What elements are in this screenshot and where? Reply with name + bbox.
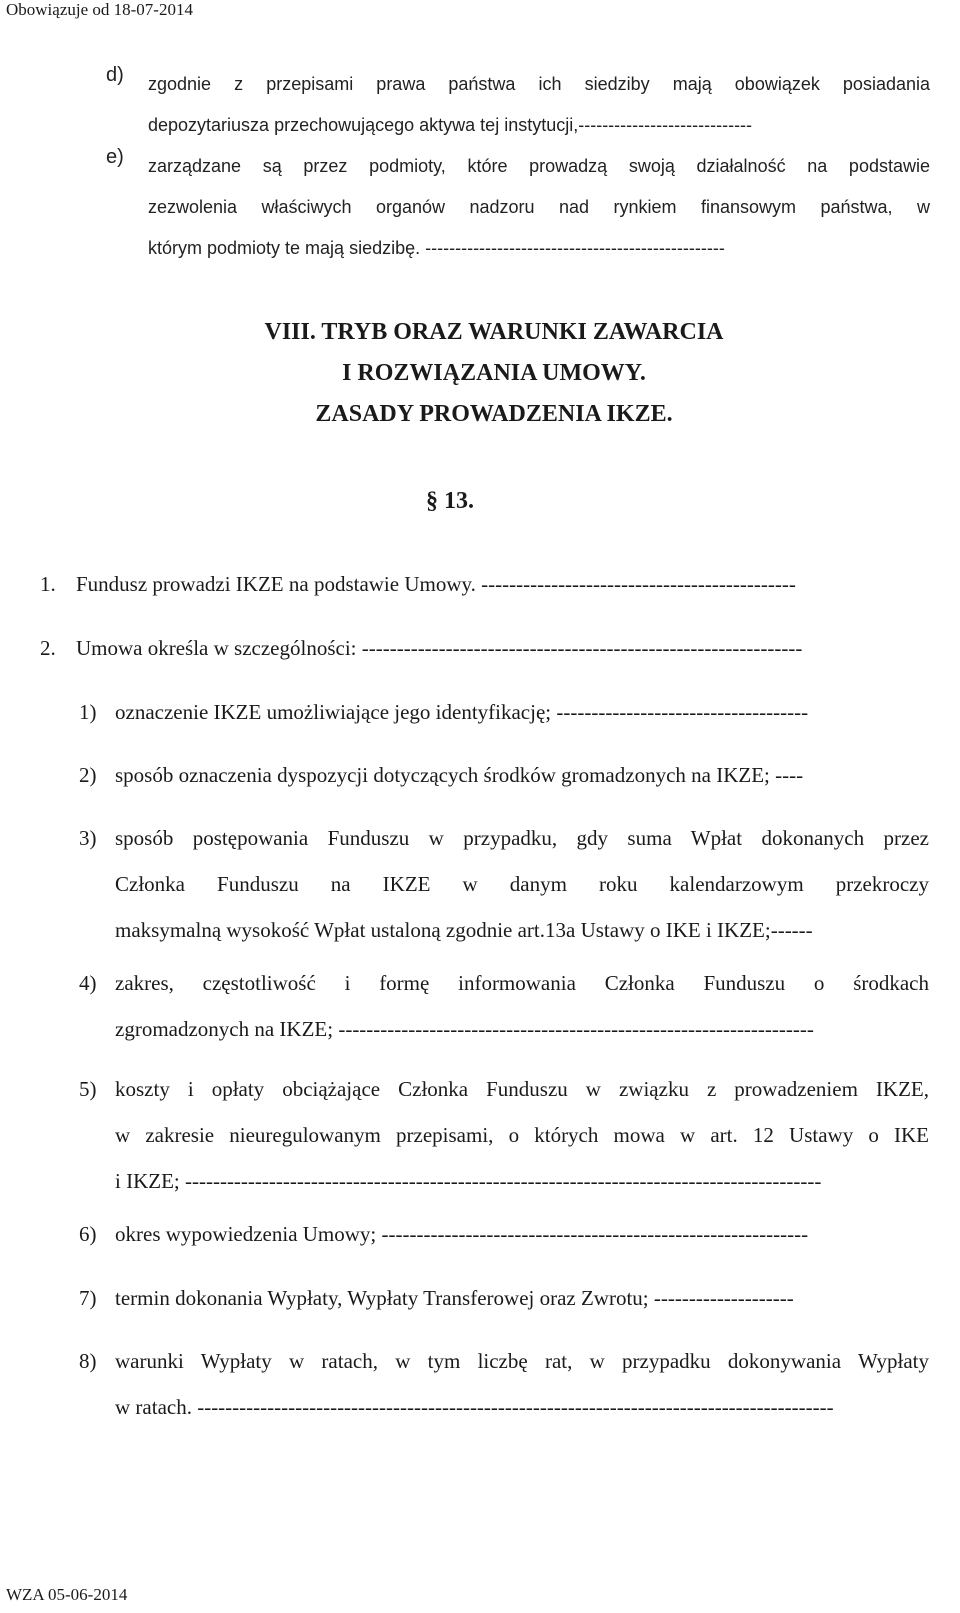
item-line: koszty i opłaty obciążające Członka Funduszu w związku z prowadzeniem IKZE, (115, 1077, 929, 1101)
clause-1 (40, 572, 930, 597)
item-line: termin dokonania Wypłaty, Wypłaty Transferowej oraz Zwrotu; -------------------- (115, 1286, 794, 1310)
page-footer: WZA 05-06-2014 (6, 1585, 128, 1604)
item-line: w zakresie nieuregulowanym przepisami, o których mowa w art. 12 Ustawy o IKE (115, 1123, 929, 1147)
section-title-line: ZASADY PROWADZENIA IKZE. (315, 401, 673, 427)
item-line: warunki Wypłaty w ratach, w tym liczbę rat, w przypadku dokonywania Wypłaty (115, 1349, 929, 1373)
item-line: okres wypowiedzenia Umowy; ------------------------------------------------------------- (115, 1222, 809, 1246)
item-marker: d) (106, 64, 124, 86)
item-line: zgromadzonych na IKZE; -------------------------------------------------------------------- (115, 1017, 814, 1041)
section-title-line: VIII. TRYB ORAZ WARUNKI ZAWARCIA (264, 319, 724, 345)
list-item-d (106, 64, 930, 146)
list-item-8 (79, 1341, 929, 1433)
clause-2 (40, 636, 930, 661)
list-item-6 (79, 1214, 929, 1260)
item-line: którym podmioty te mają siedzibę. -------------------------------------------------- (148, 238, 725, 258)
item-marker: 6) (79, 1222, 97, 1246)
item-line: maksymalną wysokość Wpłat ustaloną zgodnie art.13a Ustawy o IKE i IKZE;------ (115, 918, 813, 942)
item-marker: 3) (79, 826, 97, 850)
item-marker: 4) (79, 971, 97, 995)
item-marker: 5) (79, 1077, 97, 1101)
list-item-4 (79, 963, 929, 1055)
item-marker: e) (106, 146, 124, 168)
clause-number: 2. (40, 636, 56, 660)
clause-number: 1. (40, 572, 56, 596)
item-line: w ratach. ------------------------------------------------------------------------------------------- (115, 1395, 834, 1419)
page-header: Obowiązuje od 18-07-2014 (6, 0, 193, 19)
item-line: depozytariusza przechowującego aktywa tej instytucji,----------------------------- (148, 115, 753, 135)
item-marker: 8) (79, 1349, 97, 1373)
item-line: oznaczenie IKZE umożliwiające jego identyfikację; ------------------------------------ (115, 700, 809, 724)
item-line: Członka Funduszu na IKZE w danym roku kalendarzowym przekroczy (115, 872, 929, 896)
list-item-3 (79, 818, 929, 956)
section-title (0, 312, 960, 435)
item-marker: 1) (79, 700, 97, 724)
list-item-7 (79, 1278, 929, 1324)
item-line: zgodnie z przepisami prawa państwa ich siedziby mają obowiązek posiadania (148, 74, 930, 94)
clause-text: Umowa określa w szczególności: --------------------------------------------------------------- (76, 636, 803, 660)
list-item-1 (79, 692, 929, 738)
clause-text: Fundusz prowadzi IKZE na podstawie Umowy. --------------------------------------------- (76, 572, 796, 596)
item-marker: 2) (79, 763, 97, 787)
item-line: zezwolenia właściwych organów nadzoru nad rynkiem finansowym państwa, w (148, 197, 930, 217)
list-item-2 (79, 755, 929, 801)
item-line: zarządzane są przez podmioty, które prowadzą swoją działalność na podstawie (148, 156, 930, 176)
item-marker: 7) (79, 1286, 97, 1310)
list-item-5 (79, 1069, 929, 1207)
list-item-e (106, 146, 930, 269)
item-line: zakres, częstotliwość i formę informowania Członka Funduszu o środkach (115, 971, 929, 995)
section-title-line: I ROZWIĄZANIA UMOWY. (342, 360, 646, 386)
item-line: i IKZE; ------------------------------------------------------------------------------------------- (115, 1169, 822, 1193)
item-line: sposób oznaczenia dyspozycji dotyczących środków gromadzonych na IKZE; ---- (115, 763, 804, 787)
paragraph-number: § 13. (426, 488, 474, 514)
item-line: sposób postępowania Funduszu w przypadku, gdy suma Wpłat dokonanych przez (115, 826, 929, 850)
